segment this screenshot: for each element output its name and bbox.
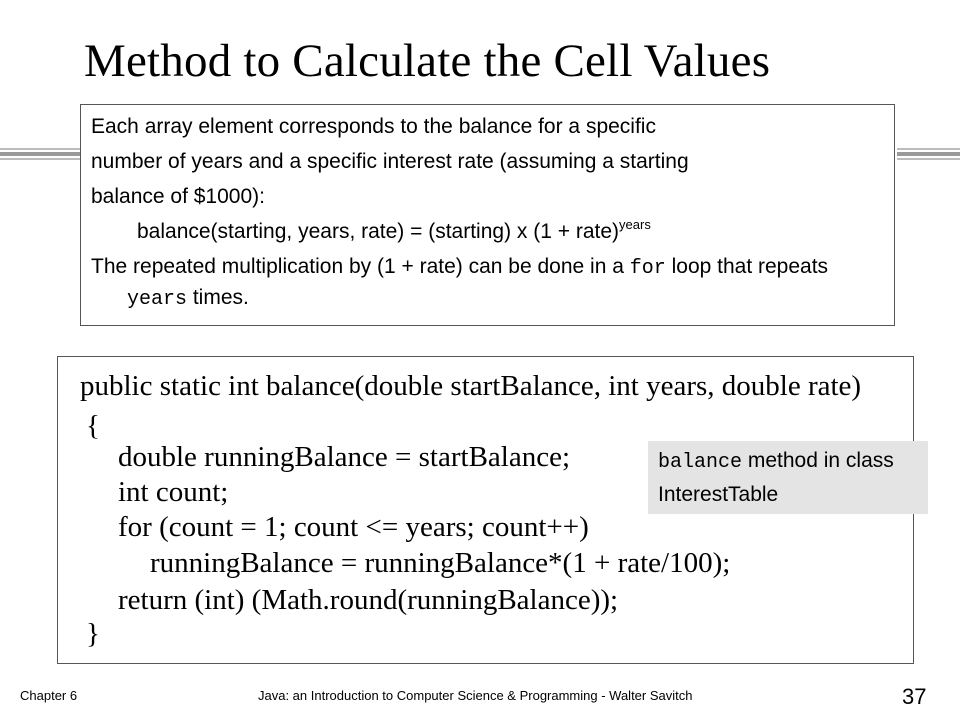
slide-title: Method to Calculate the Cell Values <box>84 35 771 87</box>
code-line-loop-body: runningBalance = runningBalance*(1 + rate/100); <box>150 547 731 579</box>
decorative-rule-left <box>0 148 82 162</box>
years-variable: years <box>127 288 188 311</box>
formula-exponent: years <box>619 217 651 232</box>
footer-course-title: Java: an Introduction to Computer Science & Programming - Walter Savitch <box>258 688 693 703</box>
repeat-text-1: The repeated multiplication by (1 + rate) can be done in a <box>91 255 630 278</box>
footer-chapter: Chapter 6 <box>20 688 78 703</box>
code-line-declare-count: int count; <box>118 476 229 508</box>
description-line-3: balance of $1000): <box>91 185 265 208</box>
code-line-close-brace: } <box>86 618 100 650</box>
callout-method-name: balance <box>658 451 743 474</box>
code-line-for-loop: for (count = 1; count <= years; count++) <box>118 511 589 543</box>
repeat-text-3: times. <box>187 286 249 309</box>
decorative-rule-right <box>897 148 960 162</box>
description-line-2: number of years and a specific interest rate (assuming a starting <box>91 150 689 173</box>
repeat-text-2: loop that repeats <box>665 255 829 278</box>
description-line-1: Each array element corresponds to the balance for a specific <box>91 115 656 138</box>
code-line-open-brace: { <box>86 410 100 442</box>
callout-text: method in class InterestTable <box>658 449 894 506</box>
for-keyword: for <box>629 257 666 280</box>
formula-base: balance(starting, years, rate) = (starting) x (1 + rate) <box>137 220 620 243</box>
description-box <box>80 104 895 326</box>
code-line-signature: public static int balance(double startBalance, int years, double rate) <box>80 370 862 402</box>
code-line-declare-running-balance: double runningBalance = startBalance; <box>118 441 571 473</box>
page-number: 37 <box>902 684 927 709</box>
balance-formula <box>91 214 884 249</box>
repeat-explanation <box>91 252 884 314</box>
code-line-return: return (int) (Math.round(runningBalance)); <box>118 584 619 616</box>
method-callout <box>648 441 928 514</box>
